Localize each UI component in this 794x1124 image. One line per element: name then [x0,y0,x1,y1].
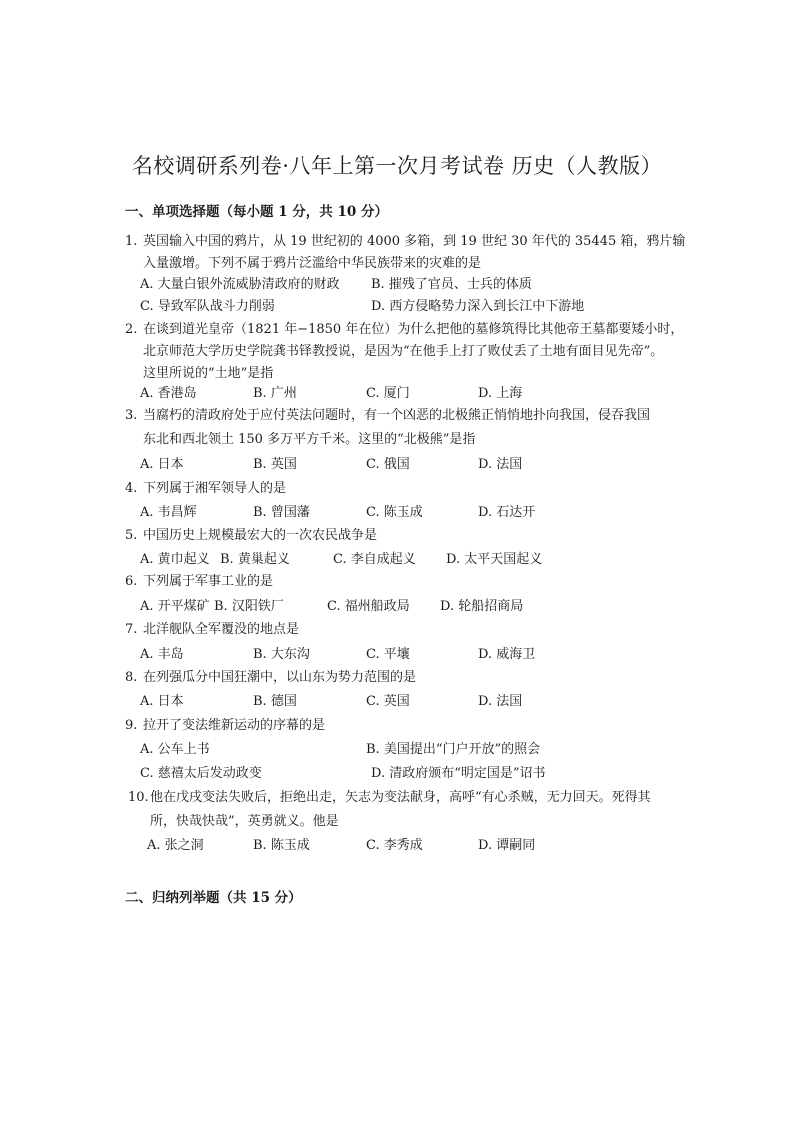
question-2 [125,320,683,340]
question-text: 下列属于湘军领导人的是 [143,481,287,496]
option-b[interactable]: B. 广州 [253,386,297,401]
question-10 [128,788,651,808]
option-d[interactable]: D. 西方侵略势力深入到长江中下游地 [371,299,585,314]
option-b[interactable]: B. 大东沟 [253,647,310,662]
option-b[interactable]: B. 美国提出“门户开放”的照会 [366,742,541,757]
question-text: 当腐朽的清政府处于应付英法问题时，有一个凶恶的北极熊正悄悄地扑向我国，侵吞我国 [143,408,651,423]
option-c[interactable]: C. 俄国 [366,457,410,472]
question-text: 他在戊戌变法失败后，拒绝出走，矢志为变法献身，高呼“有心杀贼，无力回天。死得其 [150,790,651,805]
option-c[interactable]: C. 福州船政局 [327,599,410,614]
option-c[interactable]: C. 导致军队战斗力削弱 [140,299,275,314]
option-a[interactable]: A. 黄巾起义 [140,552,210,567]
option-d[interactable]: D. 威海卫 [478,647,536,662]
question-7 [125,620,299,640]
section-heading-single-choice: 一、单项选择题（每小题 1 分，共 10 分） [125,204,388,220]
question-number: 9. [125,718,138,733]
option-c[interactable]: C. 李秀成 [366,838,423,853]
question-5 [125,526,377,546]
question-text: 英国输入中国的鸦片，从 19 世纪初的 4000 多箱，到 19 世纪 30 年代的 35445 箱，鸦片输 [143,234,686,249]
question-number: 6. [125,574,138,589]
question-text: 中国历史上规模最宏大的一次农民战争是 [143,528,378,543]
question-number: 10. [128,790,149,805]
question-3 [125,406,650,426]
question-4-options [140,503,740,523]
question-2-options [140,384,740,404]
option-c[interactable]: C. 英国 [366,694,410,709]
option-d[interactable]: D. 太平天国起义 [446,552,543,567]
option-a[interactable]: A. 日本 [140,457,184,472]
section-heading-list: 二、归纳列举题（共 15 分） [125,890,302,906]
option-d[interactable]: D. 清政府颁布“明定国是”诏书 [371,766,546,781]
option-d[interactable]: D. 轮船招商局 [440,599,524,614]
option-a[interactable]: A. 大量白银外流威胁清政府的财政 [140,277,340,292]
question-text-continued: 所，快哉快哉”，英勇就义。他是 [150,814,339,829]
question-9-options-row-2 [140,764,740,784]
question-9-options-row-1 [140,740,740,760]
question-9 [125,716,325,736]
question-text-continued: 入量激增。下列不属于鸦片泛滥给中华民族带来的灾难的是 [143,256,482,271]
option-a[interactable]: A. 开平煤矿 [140,599,210,614]
question-10-options [147,836,747,856]
question-text-continued: 这里所说的“土地”是指 [143,366,274,381]
option-d[interactable]: D. 谭嗣同 [478,838,536,853]
option-c[interactable]: C. 陈玉成 [366,505,423,520]
question-text: 拉开了变法维新运动的序幕的是 [143,718,326,733]
option-a[interactable]: A. 韦昌辉 [140,505,197,520]
question-text: 在谈到道光皇帝（1821 年−1850 年在位）为什么把他的墓修筑得比其他帝王墓都要矮小时， [143,322,684,337]
question-1-options-row-2 [140,297,740,317]
option-d[interactable]: D. 法国 [478,694,523,709]
question-5-options [140,550,740,570]
question-number: 2. [125,322,138,337]
question-text: 下列属于军事工业的是 [143,574,274,589]
question-text-continued: 东北和西北领土 150 多万平方千米。这里的“北极熊”是指 [143,432,476,447]
option-d[interactable]: D. 法国 [478,457,523,472]
option-b[interactable]: B. 黄巢起义 [220,552,290,567]
option-d[interactable]: D. 石达开 [478,505,536,520]
exam-title: 名校调研系列卷·八年上第一次月考试卷 历史（人教版） [131,154,663,178]
question-number: 1. [125,234,138,249]
option-c[interactable]: C. 厦门 [366,386,410,401]
question-number: 8. [125,670,138,685]
question-1-options-row-1 [140,275,740,295]
option-c[interactable]: C. 平壤 [366,647,410,662]
question-7-options [140,645,740,665]
question-text-continued: 北京师范大学历史学院龚书铎教授说，是因为“在他手上打了败仗丢了土地有面目见先帝”。 [143,344,664,359]
question-number: 5. [125,528,138,543]
option-c[interactable]: C. 慈禧太后发动政变 [140,766,262,781]
option-b[interactable]: B. 汉阳铁厂 [214,599,284,614]
option-a[interactable]: A. 公车上书 [140,742,210,757]
option-b[interactable]: B. 陈玉成 [253,838,310,853]
question-text: 在列强瓜分中国狂潮中，以山东为势力范围的是 [143,670,417,685]
option-a[interactable]: A. 张之洞 [147,838,204,853]
question-6-options [140,597,740,617]
option-a[interactable]: A. 香港岛 [140,386,197,401]
question-1 [125,232,685,252]
question-text: 北洋舰队全军覆没的地点是 [143,622,300,637]
option-b[interactable]: B. 曾国藩 [253,505,310,520]
question-8-options [140,692,740,712]
question-number: 4. [125,481,138,496]
option-d[interactable]: D. 上海 [478,386,523,401]
question-number: 3. [125,408,138,423]
option-c[interactable]: C. 李自成起义 [333,552,416,567]
option-b[interactable]: B. 英国 [253,457,297,472]
question-number: 7. [125,622,138,637]
option-a[interactable]: A. 丰岛 [140,647,184,662]
question-3-options [140,455,740,475]
question-8 [125,668,416,688]
question-4 [125,479,286,499]
option-a[interactable]: A. 日本 [140,694,184,709]
question-6 [125,572,273,592]
option-b[interactable]: B. 德国 [253,694,297,709]
option-b[interactable]: B. 摧残了官员、士兵的体质 [371,277,532,292]
